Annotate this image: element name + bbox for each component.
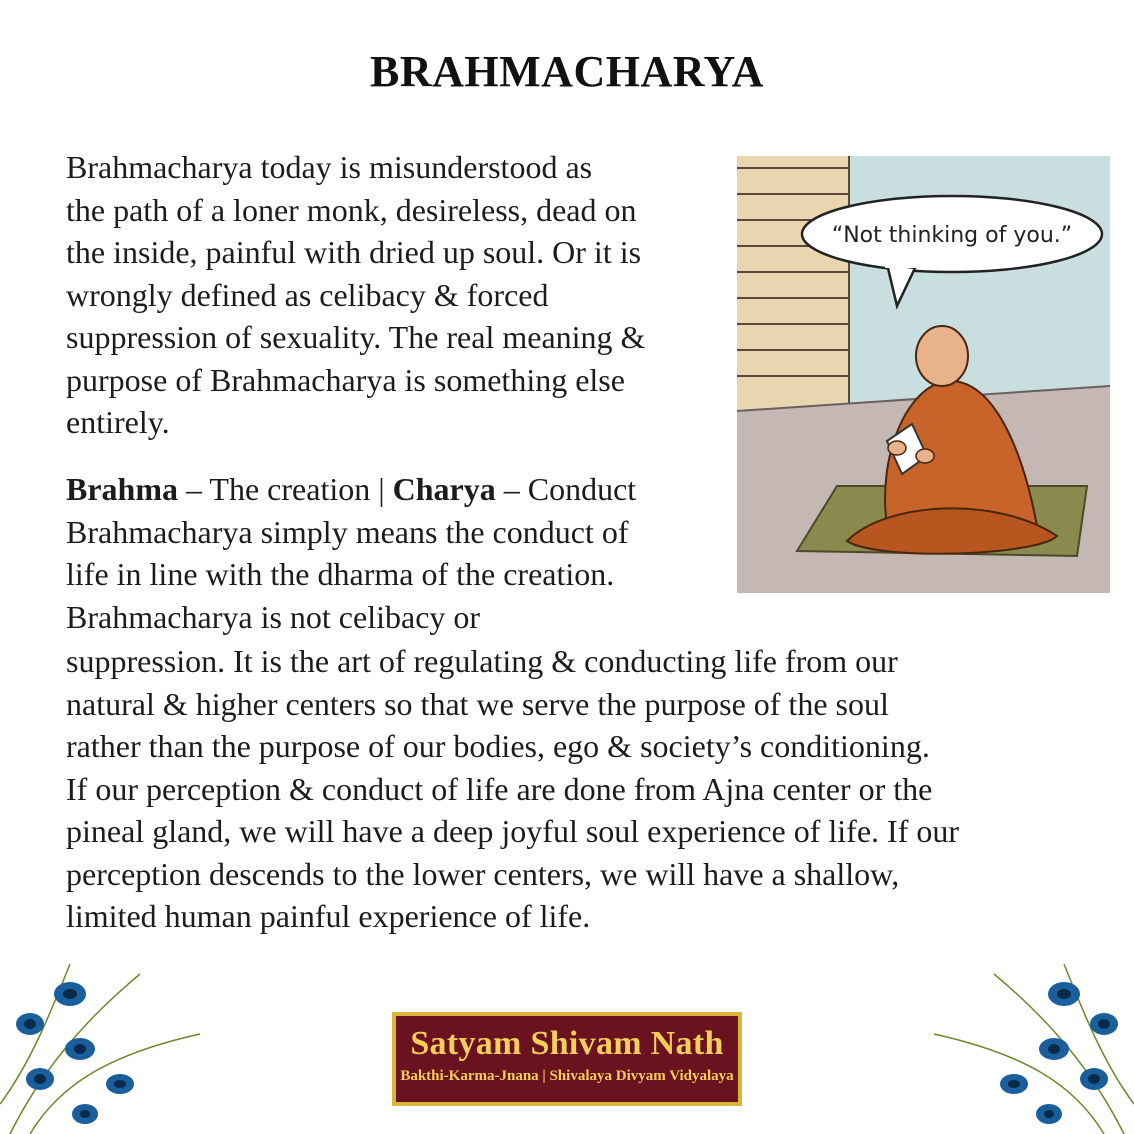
text-line: suppression of sexuality. The real meaning &: [66, 319, 646, 355]
monk-cartoon: [737, 156, 1110, 593]
speech-bubble-text: “Not thinking of you.”: [831, 223, 1073, 248]
charya-term: Charya: [392, 471, 496, 507]
page-title: BRAHMACHARYA: [370, 47, 764, 96]
text-line: perception descends to the lower centers, we will have a shallow,: [66, 855, 900, 892]
text-line: limited human painful experience of life.: [66, 898, 591, 934]
text-line: Brahmacharya simply means the conduct of: [66, 513, 629, 550]
intro-paragraph: [66, 146, 645, 444]
text-line: wrongly defined as celibacy & forced: [66, 276, 549, 313]
definition-line: [66, 468, 636, 511]
text-line: suppression. It is the art of regulating & conducting life from our: [66, 643, 898, 679]
brahma-term: Brahma: [66, 471, 178, 507]
logo-title: Satyam Shivam Nath: [410, 1025, 724, 1062]
charya-meaning: – Conduct: [495, 471, 637, 507]
brahma-meaning: – The creation |: [178, 471, 393, 507]
text-line: the path of a loner monk, desireless, dead on: [66, 191, 637, 228]
text-line: natural & higher centers so that we serve the purpose of the soul: [66, 685, 889, 722]
peacock-feather-left-icon: [0, 954, 220, 1134]
text-line: rather than the purpose of our bodies, ego & society’s conditioning.: [66, 728, 930, 764]
text-line: entirely.: [66, 404, 170, 440]
definition-paragraph: [66, 468, 636, 638]
text-line: Brahmacharya is not celibacy or: [66, 598, 481, 635]
text-line: pineal gland, we will have a deep joyful soul experience of life. If our: [66, 813, 959, 849]
explanation-paragraph: [66, 640, 959, 938]
text-line: If our perception & conduct of life are done from Ajna center or the: [66, 770, 933, 807]
text-line: the inside, painful with dried up soul. Or it is: [66, 234, 642, 270]
text-line: purpose of Brahmacharya is something else: [66, 361, 625, 398]
text-line: Brahmacharya today is misunderstood as: [66, 149, 593, 185]
brand-logo: [392, 1012, 742, 1106]
logo-subtitle: Bakthi-Karma-Jnana | Shivalaya Divyam Vidyalaya: [400, 1068, 734, 1084]
peacock-feather-right-icon: [914, 954, 1134, 1134]
text-line: life in line with the dharma of the creation.: [66, 556, 615, 592]
